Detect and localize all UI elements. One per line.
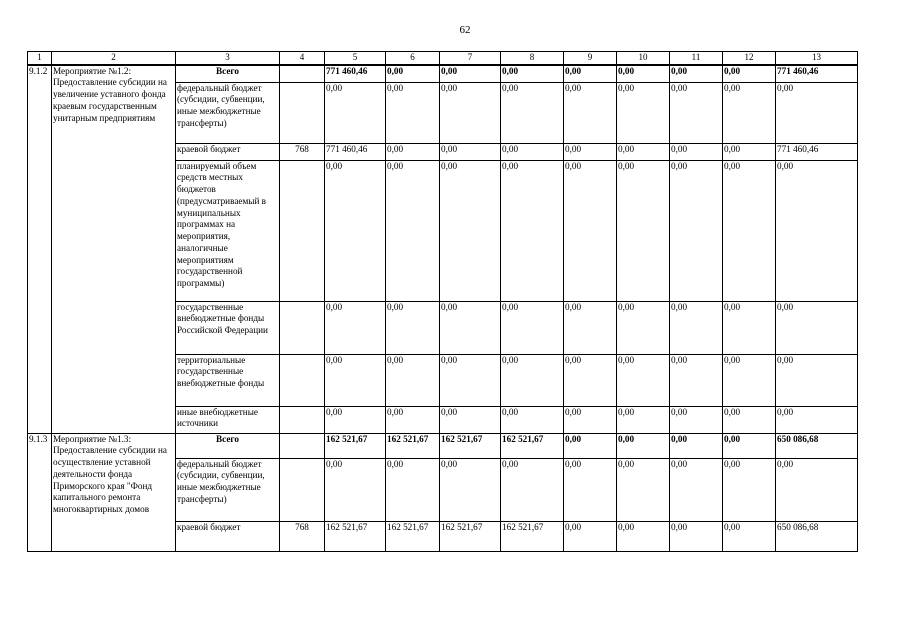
value-cell: 0,00: [617, 82, 670, 143]
value-cell: 0,00: [564, 301, 617, 354]
value-cell: 650 086,68: [776, 521, 858, 551]
value-cell: 0,00: [440, 354, 501, 406]
value-cell: 0,00: [670, 458, 723, 521]
header-cell: 5: [325, 52, 386, 65]
event-description: Мероприятие №1.2: Предоставление субсидии на увеличение уставного фонда краевым государственным унитарным предприятиям: [52, 65, 176, 434]
value-cell: 0,00: [386, 301, 440, 354]
budget-code: 768: [280, 143, 325, 160]
value-cell: 0,00: [723, 521, 776, 551]
value-cell: 0,00: [670, 406, 723, 433]
value-cell: 162 521,67: [440, 521, 501, 551]
header-row: [28, 52, 858, 65]
value-cell: 0,00: [564, 65, 617, 83]
value-cell: 0,00: [723, 82, 776, 143]
funding-source: планируемый объем средств местных бюджетов (предусматриваемый в муниципальных программах на мероприятия, аналогичные мероприятиям государственной программы): [176, 160, 280, 301]
funding-source: Всего: [176, 65, 280, 83]
budget-code: [280, 301, 325, 354]
value-cell: 0,00: [386, 82, 440, 143]
value-cell: 0,00: [723, 433, 776, 458]
value-cell: 0,00: [501, 65, 564, 83]
value-cell: 0,00: [325, 458, 386, 521]
value-cell: 0,00: [386, 160, 440, 301]
value-cell: 0,00: [776, 406, 858, 433]
value-cell: 0,00: [386, 458, 440, 521]
value-cell: 0,00: [617, 354, 670, 406]
budget-code: [280, 65, 325, 83]
value-cell: 0,00: [617, 65, 670, 83]
value-cell: 0,00: [617, 433, 670, 458]
value-cell: 162 521,67: [386, 433, 440, 458]
value-cell: 0,00: [776, 301, 858, 354]
value-cell: 0,00: [386, 354, 440, 406]
value-cell: 0,00: [325, 406, 386, 433]
header-cell: 2: [52, 52, 176, 65]
event-description: Мероприятие №1.3: Предоставление субсидии на осуществление уставной деятельности фонда Приморского края "Фонд капитального ремонта многоквартирных домов: [52, 433, 176, 551]
value-cell: 0,00: [501, 354, 564, 406]
value-cell: 0,00: [440, 143, 501, 160]
value-cell: 0,00: [440, 406, 501, 433]
value-cell: 0,00: [564, 143, 617, 160]
value-cell: 162 521,67: [386, 521, 440, 551]
table-row: [28, 65, 858, 83]
header-cell: 3: [176, 52, 280, 65]
value-cell: 0,00: [325, 301, 386, 354]
header-cell: 9: [564, 52, 617, 65]
table-row: [28, 433, 858, 458]
value-cell: 0,00: [670, 82, 723, 143]
header-cell: 10: [617, 52, 670, 65]
budget-table: [27, 51, 858, 552]
value-cell: 162 521,67: [325, 433, 386, 458]
value-cell: 0,00: [440, 65, 501, 83]
value-cell: 0,00: [776, 160, 858, 301]
value-cell: 162 521,67: [325, 521, 386, 551]
value-cell: 162 521,67: [501, 521, 564, 551]
value-cell: 0,00: [776, 82, 858, 143]
value-cell: 0,00: [670, 301, 723, 354]
value-cell: 0,00: [723, 160, 776, 301]
header-cell: 7: [440, 52, 501, 65]
value-cell: 0,00: [501, 160, 564, 301]
budget-code: [280, 82, 325, 143]
value-cell: 650 086,68: [776, 433, 858, 458]
value-cell: 0,00: [564, 82, 617, 143]
value-cell: 0,00: [564, 458, 617, 521]
value-cell: 0,00: [564, 160, 617, 301]
header-cell: 12: [723, 52, 776, 65]
funding-source: Всего: [176, 433, 280, 458]
value-cell: 0,00: [617, 160, 670, 301]
value-cell: 0,00: [386, 143, 440, 160]
value-cell: 162 521,67: [501, 433, 564, 458]
value-cell: 0,00: [564, 521, 617, 551]
value-cell: 0,00: [501, 301, 564, 354]
budget-code: [280, 160, 325, 301]
value-cell: 0,00: [670, 521, 723, 551]
value-cell: 771 460,46: [325, 143, 386, 160]
value-cell: 0,00: [670, 433, 723, 458]
value-cell: 0,00: [440, 160, 501, 301]
row-index: 9.1.2: [28, 65, 52, 434]
value-cell: 0,00: [440, 301, 501, 354]
value-cell: 0,00: [564, 406, 617, 433]
header-cell: 1: [28, 52, 52, 65]
value-cell: 0,00: [723, 354, 776, 406]
value-cell: 0,00: [501, 406, 564, 433]
table-body: [28, 52, 858, 552]
value-cell: 0,00: [501, 458, 564, 521]
funding-source: краевой бюджет: [176, 143, 280, 160]
value-cell: 0,00: [440, 82, 501, 143]
value-cell: 0,00: [617, 521, 670, 551]
budget-code: [280, 458, 325, 521]
value-cell: 0,00: [723, 301, 776, 354]
budget-code: 768: [280, 521, 325, 551]
value-cell: 771 460,46: [776, 143, 858, 160]
value-cell: 0,00: [670, 65, 723, 83]
value-cell: 0,00: [670, 160, 723, 301]
page-number: 62: [459, 24, 471, 36]
value-cell: 0,00: [670, 354, 723, 406]
value-cell: 0,00: [723, 143, 776, 160]
budget-code: [280, 433, 325, 458]
value-cell: 162 521,67: [440, 433, 501, 458]
header-cell: 6: [386, 52, 440, 65]
value-cell: 0,00: [723, 65, 776, 83]
value-cell: 771 460,46: [325, 65, 386, 83]
row-index: 9.1.3: [28, 433, 52, 551]
header-cell: 8: [501, 52, 564, 65]
header-cell: 4: [280, 52, 325, 65]
value-cell: 771 460,46: [776, 65, 858, 83]
header-cell: 11: [670, 52, 723, 65]
value-cell: 0,00: [325, 82, 386, 143]
value-cell: 0,00: [386, 65, 440, 83]
value-cell: 0,00: [501, 82, 564, 143]
funding-source: федеральный бюджет (субсидии, субвенции, иные межбюджетные трансферты): [176, 458, 280, 521]
value-cell: 0,00: [325, 160, 386, 301]
value-cell: 0,00: [776, 458, 858, 521]
budget-code: [280, 406, 325, 433]
value-cell: 0,00: [617, 406, 670, 433]
funding-source: территориальные государственные внебюджетные фонды: [176, 354, 280, 406]
funding-source: иные внебюджетные источники: [176, 406, 280, 433]
funding-source: краевой бюджет: [176, 521, 280, 551]
budget-code: [280, 354, 325, 406]
value-cell: 0,00: [386, 406, 440, 433]
funding-source: государственные внебюджетные фонды Российской Федерации: [176, 301, 280, 354]
value-cell: 0,00: [325, 354, 386, 406]
value-cell: 0,00: [617, 143, 670, 160]
value-cell: 0,00: [617, 458, 670, 521]
header-cell: 13: [776, 52, 858, 65]
value-cell: 0,00: [776, 354, 858, 406]
value-cell: 0,00: [501, 143, 564, 160]
value-cell: 0,00: [440, 458, 501, 521]
funding-source: федеральный бюджет (субсидии, субвенции, иные межбюджетные трансферты): [176, 82, 280, 143]
value-cell: 0,00: [723, 406, 776, 433]
value-cell: 0,00: [564, 354, 617, 406]
value-cell: 0,00: [617, 301, 670, 354]
value-cell: 0,00: [564, 433, 617, 458]
value-cell: 0,00: [723, 458, 776, 521]
value-cell: 0,00: [670, 143, 723, 160]
